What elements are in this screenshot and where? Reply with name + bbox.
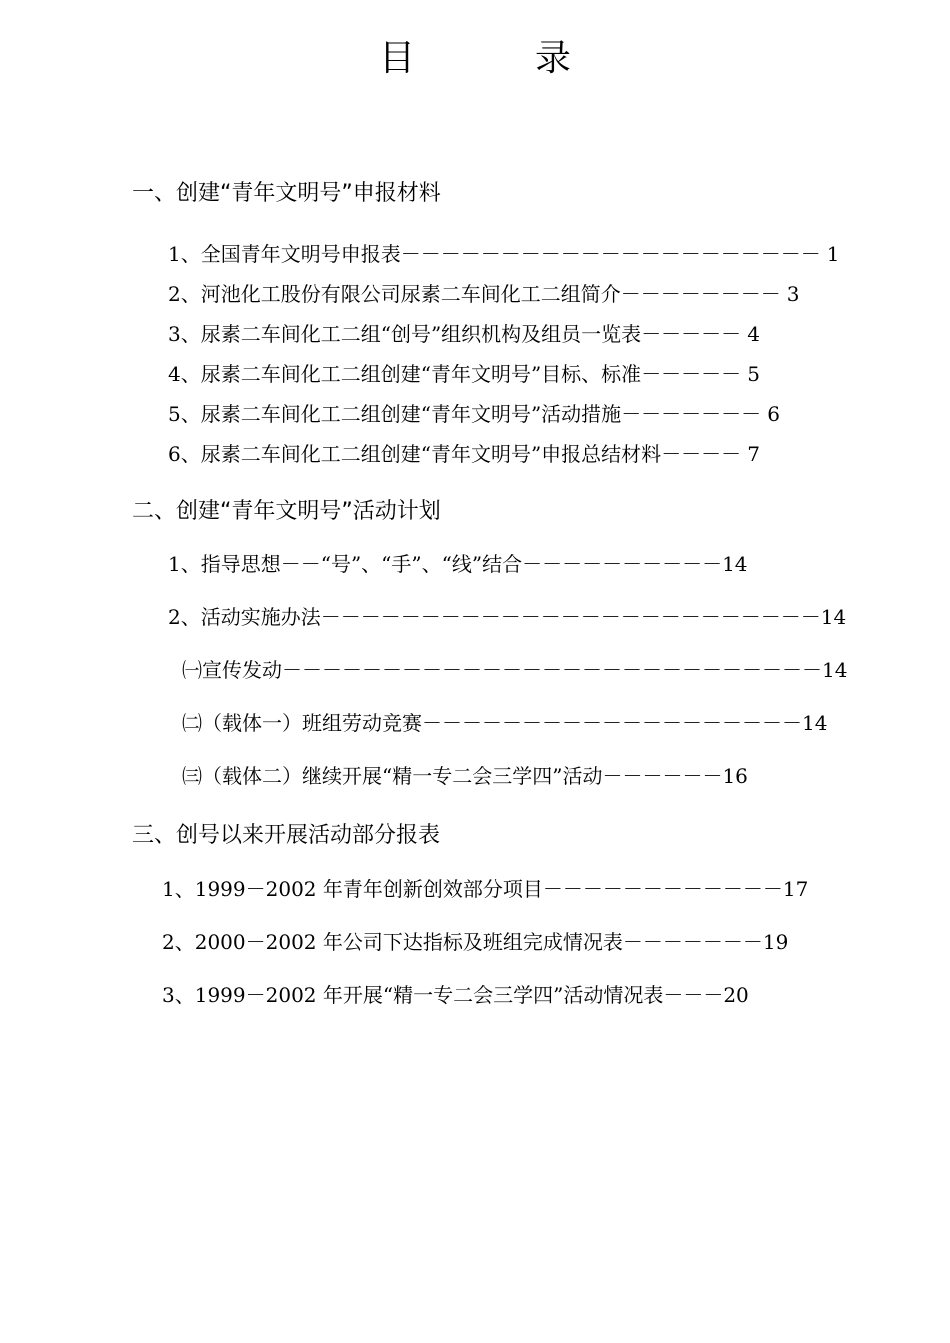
toc-entry[interactable] (168, 438, 852, 467)
entry-text: 2、活动实施办法 (168, 605, 321, 629)
page-number: 4 (747, 322, 760, 346)
page-number: 17 (782, 877, 809, 901)
page-number: 14 (820, 605, 847, 629)
leader-dashes: －－－ (663, 983, 724, 1007)
leader-dashes: －－－－－－－ (621, 402, 762, 426)
entry-text: 2、河池化工股份有限公司尿素二车间化工二组简介 (168, 282, 621, 306)
entry-text: 1、指导思想－－“号”、“手”、“线”结合 (168, 552, 523, 576)
entry-text: 1、全国青年文明号申报表 (168, 242, 401, 266)
entry-text: 2、2000－2002 年公司下达指标及班组完成情况表 (162, 930, 623, 954)
title-char-1: 目 (378, 38, 415, 79)
leader-dashes: －－－－－－－－－－－－－－－－－－－ (422, 711, 802, 735)
entry-text: 1、1999－2002 年青年创新创效部分项目 (162, 877, 543, 901)
leader-dashes: －－－－－－－－－－ (522, 552, 723, 576)
leader-dashes: －－－－－－－ (622, 930, 763, 954)
entry-text: ㈠宣传发动 (182, 658, 282, 682)
page-number: 6 (767, 402, 780, 426)
page-number: 14 (822, 658, 848, 682)
page-number: 5 (747, 362, 760, 386)
entry-text: ㈡（载体一）班组劳动竞赛 (182, 711, 422, 735)
toc-entry[interactable] (182, 654, 852, 683)
toc-entry[interactable] (162, 873, 852, 902)
page-number: 16 (722, 764, 748, 788)
toc-entry[interactable] (168, 358, 852, 387)
page-number: 19 (762, 930, 789, 954)
toc-entry[interactable] (168, 548, 852, 577)
toc-entry[interactable] (168, 278, 852, 307)
leader-dashes: －－－－－－－－ (620, 282, 781, 306)
entry-text: 3、尿素二车间化工二组“创号”组织机构及组员一览表 (168, 322, 642, 346)
leader-dashes: －－－－－－ (602, 764, 723, 788)
section-heading-1: 一、创建“青年文明号”申报材料 (132, 181, 441, 206)
page-title (0, 30, 950, 81)
leader-dashes: －－－－ (661, 442, 742, 466)
leader-dashes: －－－－－ (641, 362, 742, 386)
page-number: 14 (722, 552, 748, 576)
title-char-2: 录 (535, 38, 572, 79)
entry-text: ㈢（载体二）继续开展“精一专二会三学四”活动 (182, 764, 603, 788)
entry-text: 3、1999－2002 年开展“精一专二会三学四”活动情况表 (162, 983, 664, 1007)
leader-dashes: －－－－－－－－－－－－－－－－－－－－－－－－－－－ (282, 658, 822, 682)
toc-entry[interactable] (182, 707, 852, 736)
page-number: 3 (786, 282, 800, 306)
toc-entry[interactable] (182, 760, 852, 789)
leader-dashes: －－－－－－－－－－－－ (542, 877, 783, 901)
section-heading-2: 二、创建“青年文明号”活动计划 (132, 499, 441, 524)
leader-dashes: －－－－－ (641, 322, 742, 346)
toc-entry[interactable] (168, 318, 852, 347)
toc-entry[interactable] (162, 979, 852, 1008)
entry-text: 5、尿素二车间化工二组创建“青年文明号”活动措施 (168, 402, 622, 426)
toc-entry[interactable] (168, 601, 852, 630)
entry-text: 6、尿素二车间化工二组创建“青年文明号”申报总结材料 (168, 442, 662, 466)
page-number: 20 (723, 983, 749, 1007)
page-number: 1 (826, 242, 840, 266)
leader-dashes: －－－－－－－－－－－－－－－－－－－－－ (400, 242, 821, 266)
section-heading-3: 三、创号以来开展活动部分报表 (132, 823, 441, 848)
leader-dashes: －－－－－－－－－－－－－－－－－－－－－－－－－ (320, 605, 821, 629)
entry-text: 4、尿素二车间化工二组创建“青年文明号”目标、标准 (168, 362, 642, 386)
page-number: 7 (747, 442, 760, 466)
page-number: 14 (802, 711, 828, 735)
toc-entry[interactable] (162, 926, 852, 955)
toc-entry[interactable] (168, 398, 852, 427)
toc-entry[interactable] (168, 238, 852, 267)
